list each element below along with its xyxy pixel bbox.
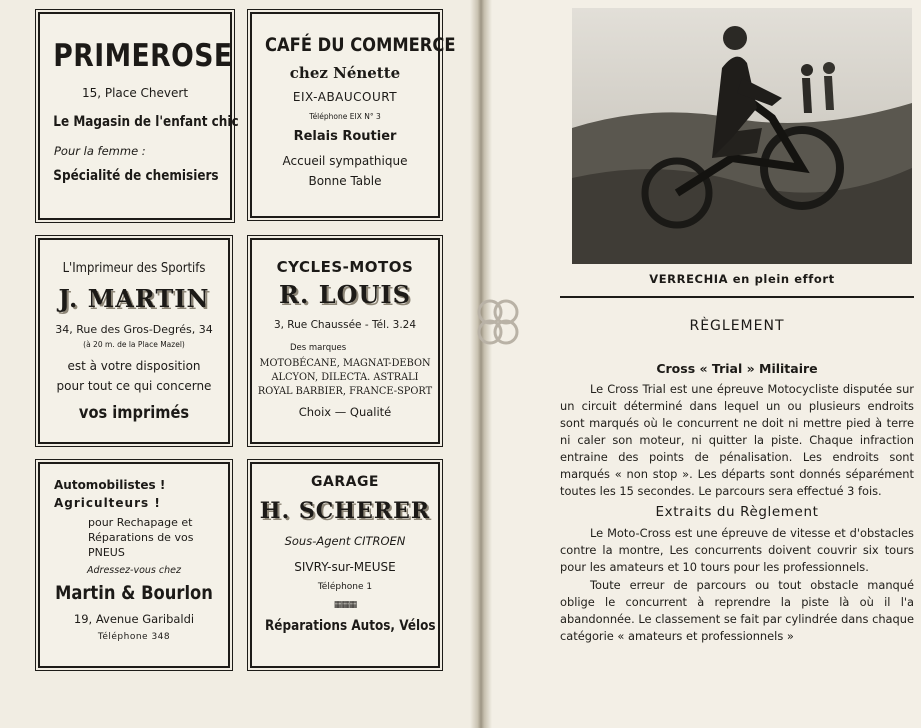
bourlon-auto: Automobilistes ! (54, 478, 166, 492)
primerose-tagline: Le Magasin de l'enfant chic (53, 114, 239, 130)
cross-title: Cross « Trial » Militaire (656, 361, 818, 376)
bourlon-pneus: PNEUS (88, 546, 125, 559)
bourlon-rech1: pour Rechapage et (88, 516, 193, 529)
primerose-address: 15, Place Chevert (81, 86, 189, 100)
cafe-chez: chez Nénette (289, 64, 401, 82)
extraits-paragraph-1 (560, 525, 914, 576)
cycles-address: 3, Rue Chaussée - Tél. 3.24 (273, 319, 417, 331)
cycles-choix: Choix — Qualité (298, 405, 392, 419)
race-photo (572, 8, 912, 264)
cycles-brand-3: ROYAL BARBIER, FRANCE-SPORT (257, 386, 433, 397)
cycles-title: CYCLES-MOTOS (276, 258, 414, 276)
section-rule (560, 296, 914, 298)
martin-name: J. MARTIN (58, 284, 210, 313)
bourlon-agri: Agriculteurs ! (54, 496, 161, 510)
cycles-marques-label: Des marques (290, 343, 347, 353)
bourlon-address: 19, Avenue Garibaldi (73, 612, 195, 626)
garage-title: GARAGE (311, 474, 379, 490)
garage-town: SIVRY-sur-MEUSE (294, 560, 396, 574)
ad-primerose (38, 12, 239, 220)
motorcycle-rider-image (572, 8, 912, 264)
cafe-town: EIX-ABAUCOURT (292, 90, 398, 104)
extraits-title: Extraits du Règlement (655, 504, 819, 520)
cafe-phone: Téléphone EIX N° 3 (309, 112, 381, 121)
cafe-accueil: Accueil sympathique (282, 154, 408, 168)
photo-caption: VERRECHIA en plein effort (649, 272, 835, 286)
bourlon-rech2: Réparations de vos (88, 531, 194, 544)
cycles-name: R. LOUIS (279, 280, 411, 309)
primerose-name: PRIMEROSE (53, 38, 233, 74)
martin-dispo: est à votre disposition (67, 359, 201, 373)
garage-phone-icon: ▦▦▦ (333, 600, 357, 610)
cross-paragraph-text: Le Cross Trial est une épreuve Motocycliste disputée sur un circuit déterminé dans lequel un ou plusieurs endroits sont marqués où le concurrent ne doit ni mettre pied à terre ni caler son moteur, ni quitter la piste. Chaque infraction entraine des points de pénalisation. Les endroits sont marqués « non stop ». Les départs sont donnés séparément toutes les 15 secondes. Le parcours sera effectué 3 fois. (560, 382, 914, 498)
garage-repairs: Réparations Autos, Vélos (265, 618, 436, 634)
bourlon-name: Martin & Bourlon (55, 582, 213, 604)
bourlon-phone: Téléphone 348 (97, 632, 171, 642)
cycles-brand-1: MOTOBÉCANE, MAGNAT-DEBON (259, 358, 431, 369)
reglement-title: RÈGLEMENT (689, 318, 785, 334)
garage-agent: Sous-Agent CITROEN (284, 534, 406, 548)
primerose-specialty: Spécialité de chemisiers (53, 168, 219, 184)
primerose-for-women: Pour la femme : (54, 144, 146, 158)
ad-h-scherer (250, 462, 440, 668)
bourlon-adressez: Adressez-vous chez (87, 565, 181, 576)
ad-martin-bourlon (38, 462, 230, 668)
martin-imprimes: vos imprimés (78, 403, 190, 423)
extraits-paragraph-1-text: Le Moto-Cross est une épreuve de vitesse et d'obstacles contre la montre, Les concurrents doivent couvrir six tours pour les amateurs et 10 tours pour les professionnels. (560, 526, 914, 574)
ad-r-louis (250, 238, 440, 444)
extraits-paragraph-2-text: Toute erreur de parcours ou tout obstacle manqué oblige le concurrent à reprendre la piste là où il l'a abandonnée. Le classement se fait par cylindrée dans chaque catégorie « amateurs et professionnels » (560, 578, 914, 643)
cross-paragraph (560, 381, 914, 500)
ad-cafe-du-commerce (250, 12, 456, 218)
martin-line1: L'Imprimeur des Sportifs (62, 260, 206, 276)
cafe-name: CAFÉ DU COMMERCE (265, 34, 456, 56)
garage-phone: Téléphone 1 (317, 582, 373, 592)
book-gutter (470, 0, 492, 728)
garage-name: H. SCHERER (259, 498, 431, 524)
martin-note: (à 20 m. de la Place Mazel) (83, 340, 185, 349)
cycles-brand-2: ALCYON, DILECTA. ASTRALI (271, 372, 419, 383)
ad-j-martin (38, 238, 230, 444)
extraits-paragraph-2 (560, 577, 914, 645)
library-stamp-icon (474, 296, 522, 348)
martin-concern: pour tout ce qui concerne (56, 379, 212, 393)
cafe-table: Bonne Table (308, 174, 382, 188)
martin-address: 34, Rue des Gros-Degrés, 34 (55, 323, 213, 336)
cafe-relais: Relais Routier (293, 129, 397, 144)
